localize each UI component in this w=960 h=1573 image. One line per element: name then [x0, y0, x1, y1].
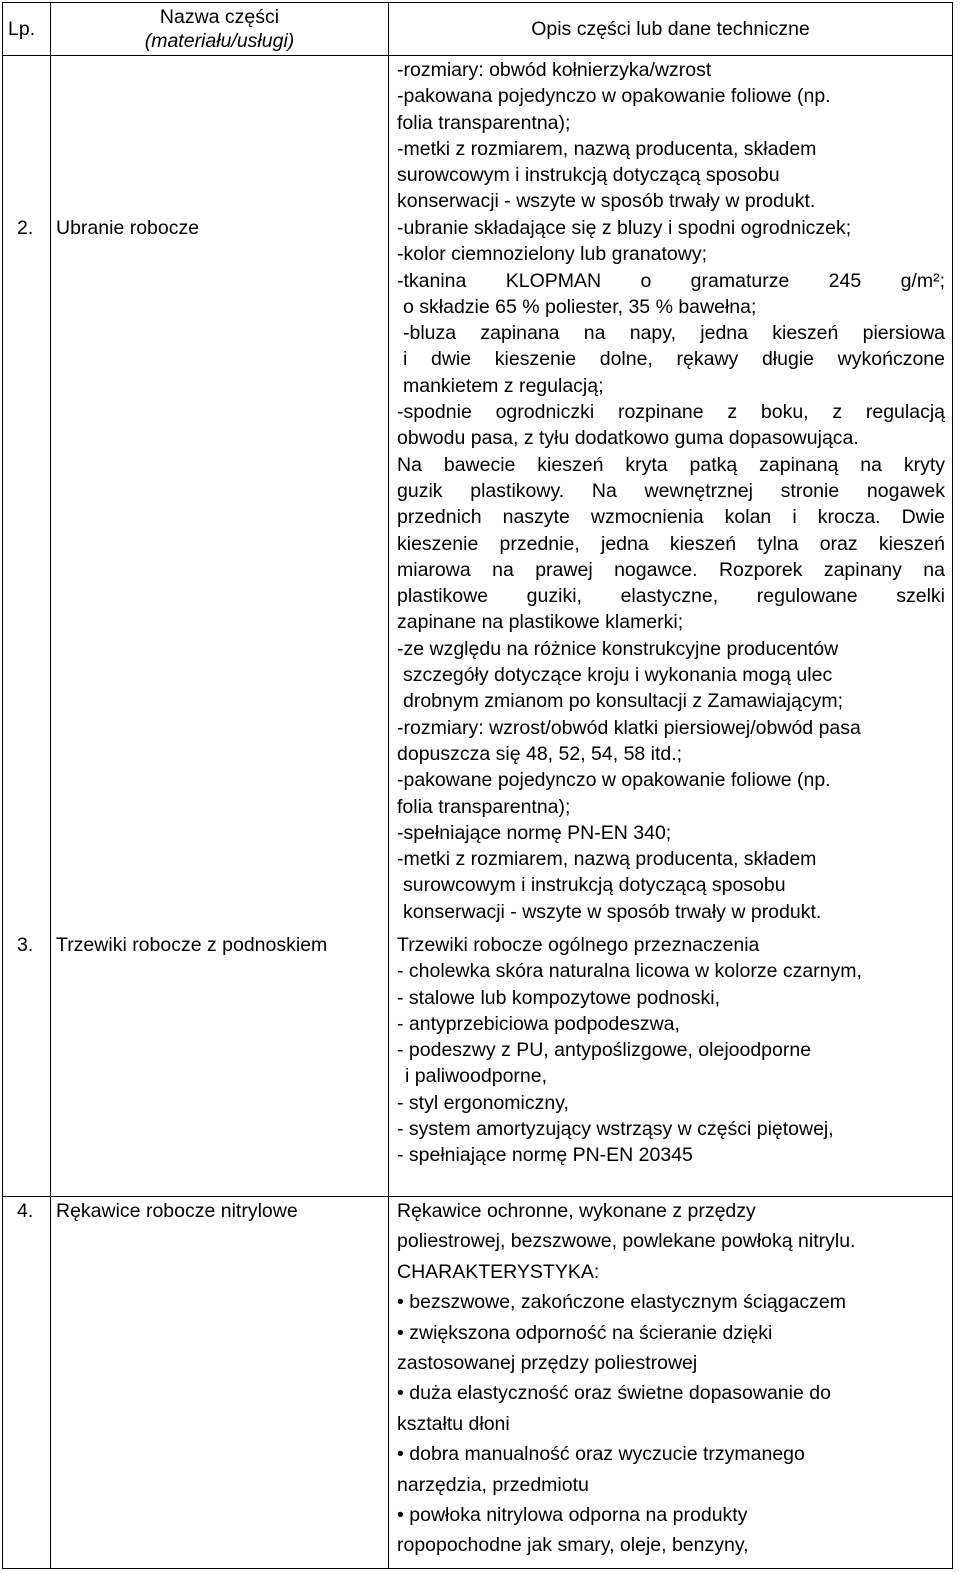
row-2-line: i dwie kieszenie dolne, rękawy długie wykończone	[403, 348, 945, 371]
row-1-line: -pakowana pojedynczo w opakowanie foliowe (np.	[397, 85, 831, 108]
header-divider	[2, 55, 953, 56]
row-2-line: -kolor ciemnozielony lub granatowy;	[397, 243, 707, 266]
row-4-bullet: • dobra manualność oraz wyczucie trzymanego	[397, 1439, 945, 1469]
row-2-line: mankietem z regulacją;	[403, 374, 604, 397]
header-nazwa-line2: (materiału/usługi)	[144, 30, 295, 52]
row-2-line: konserwacji - wszyte w sposób trwały w produkt.	[403, 900, 822, 923]
row-2-line: -ubranie składające się z bluzy i spodni ogrodniczek;	[397, 217, 852, 239]
row-2-line: folia transparentna);	[397, 795, 571, 818]
row-3-line: - podeszwy z PU, antypoślizgowe, olejoodporne	[397, 1039, 812, 1062]
table-border-right	[952, 2, 953, 1569]
row-3-name: Trzewiki robocze z podnoskiem	[56, 934, 328, 956]
row-4-bullet: • powłoka nitrylowa odporna na produkty	[397, 1500, 945, 1530]
row-3-line: - spełniające normę PN-EN 20345	[397, 1144, 693, 1167]
row-1-line: folia transparentna);	[397, 111, 571, 134]
row-2-name: Ubranie robocze	[56, 217, 200, 239]
row-3-line: - stalowe lub kompozytowe podnoski,	[397, 986, 720, 1009]
row-2-line: przednich naszyte wzmocnienia kolan i krocza. Dwie	[397, 506, 945, 529]
row-1-line: surowcowym i instrukcją dotyczącą sposobu	[397, 164, 780, 187]
row-2-line: plastikowe guziki, elastyczne, regulowane szelki	[397, 585, 945, 608]
row-4-line: kształtu dłoni	[397, 1412, 510, 1435]
column-divider-1	[50, 2, 51, 1569]
row-2-line: o składzie 65 % poliester, 35 % bawełna;	[403, 295, 757, 318]
row-3-line: - system amortyzujący wstrząsy w części piętowej,	[397, 1118, 834, 1141]
row-2-line: miarowa na prawej nogawce. Rozporek zapinany na	[397, 558, 945, 581]
row-2-line: zapinane na plastikowe klamerki;	[397, 611, 684, 634]
row-2-description	[397, 215, 945, 925]
row-4-bullet: • duża elastyczność oraz świetne dopasowanie do	[397, 1378, 945, 1408]
column-divider-2	[388, 2, 389, 1569]
row-4-line: CHARAKTERYSTYKA:	[397, 1260, 600, 1283]
row-4-name: Rękawice robocze nitrylowe	[56, 1200, 298, 1222]
row-2-line: obwodu pasa, z tyłu dodatkowo guma dopasowująca.	[397, 427, 859, 450]
row-2-line: -spełniające normę PN-EN 340;	[397, 821, 672, 844]
table-border-bottom	[2, 1568, 953, 1569]
parts-table	[2, 2, 953, 1569]
header-lp: Lp.	[8, 18, 36, 40]
row-2-line: -ze względu na różnice konstrukcyjne producentów	[397, 637, 839, 660]
table-border-left	[2, 2, 3, 1569]
row-4-bullet: • zwiększona odporność na ścieranie dzięki	[397, 1318, 945, 1348]
row-4-line: ropopochodne jak smary, oleje, benzyny,	[397, 1534, 749, 1557]
row-4-lp: 4.	[17, 1200, 34, 1222]
row-3-lp: 3.	[17, 934, 34, 956]
row-4-description	[397, 1196, 945, 1561]
row-2-line: -tkanina KLOPMAN o gramaturze 245 g/m²;	[397, 269, 945, 292]
row-1-description	[397, 57, 945, 215]
row-2-lp: 2.	[17, 217, 34, 239]
row-2-line: -spodnie ogrodniczki rozpinane z boku, z regulacją	[397, 401, 945, 424]
row-2-line: surowcowym i instrukcją dotyczącą sposobu	[403, 874, 786, 897]
table-border-top	[2, 2, 953, 3]
row-1-line: -metki z rozmiarem, nazwą producenta, składem	[397, 137, 817, 160]
row-3-line: i paliwoodporne,	[405, 1065, 548, 1088]
header-nazwa	[51, 5, 388, 53]
row-3-line: - antyprzebiciowa podpodeszwa,	[397, 1012, 680, 1035]
row-4-line: narzędzia, przedmiotu	[397, 1473, 589, 1496]
row-2-line: -bluza zapinana na napy, jedna kieszeń piersiowa	[403, 322, 945, 345]
row-2-line: -rozmiary: wzrost/obwód klatki piersiowej/obwód pasa	[397, 716, 861, 739]
row-2-line: -pakowane pojedynczo w opakowanie foliowe (np.	[397, 769, 831, 792]
row-4-line: zastosowanej przędzy poliestrowej	[397, 1352, 698, 1375]
row-2-line: -metki z rozmiarem, nazwą producenta, składem	[397, 848, 817, 871]
header-opis: Opis części lub dane techniczne	[531, 18, 810, 40]
row-2-line: kieszenie przednie, jedna kieszeń tylna oraz kieszeń	[397, 532, 945, 555]
row-2-line: szczegóły dotyczące kroju i wykonania mogą ulec	[403, 664, 833, 687]
row-3-line: Trzewiki robocze ogólnego przeznaczenia	[397, 934, 760, 956]
row-2-line: guzik plastikowy. Na wewnętrznej stronie nogawek	[397, 479, 945, 502]
row-1-line: konserwacji - wszyte w sposób trwały w produkt.	[397, 190, 816, 213]
row-3-line: - cholewka skóra naturalna licowa w kolorze czarnym,	[397, 960, 862, 983]
row-1-line: -rozmiary: obwód kołnierzyka/wzrost	[397, 59, 712, 81]
row-3-description	[397, 932, 945, 1169]
row-4-line: poliestrowej, bezszwowe, powlekane powłoką nitrylu.	[397, 1230, 856, 1253]
row-2-line: Na bawecie kieszeń kryta patką zapinaną na kryty	[397, 453, 945, 476]
row-3-line: - styl ergonomiczny,	[397, 1091, 569, 1114]
row-4-line: Rękawice ochronne, wykonane z przędzy	[397, 1200, 756, 1222]
row-4-bullet: • bezszwowe, zakończone elastycznym ściągaczem	[397, 1287, 945, 1317]
row-2-line: drobnym zmianom po konsultacji z Zamawiającym;	[403, 690, 843, 713]
header-nazwa-line1: Nazwa części	[159, 6, 280, 28]
row-2-line: dopuszcza się 48, 52, 54, 58 itd.;	[397, 742, 683, 765]
